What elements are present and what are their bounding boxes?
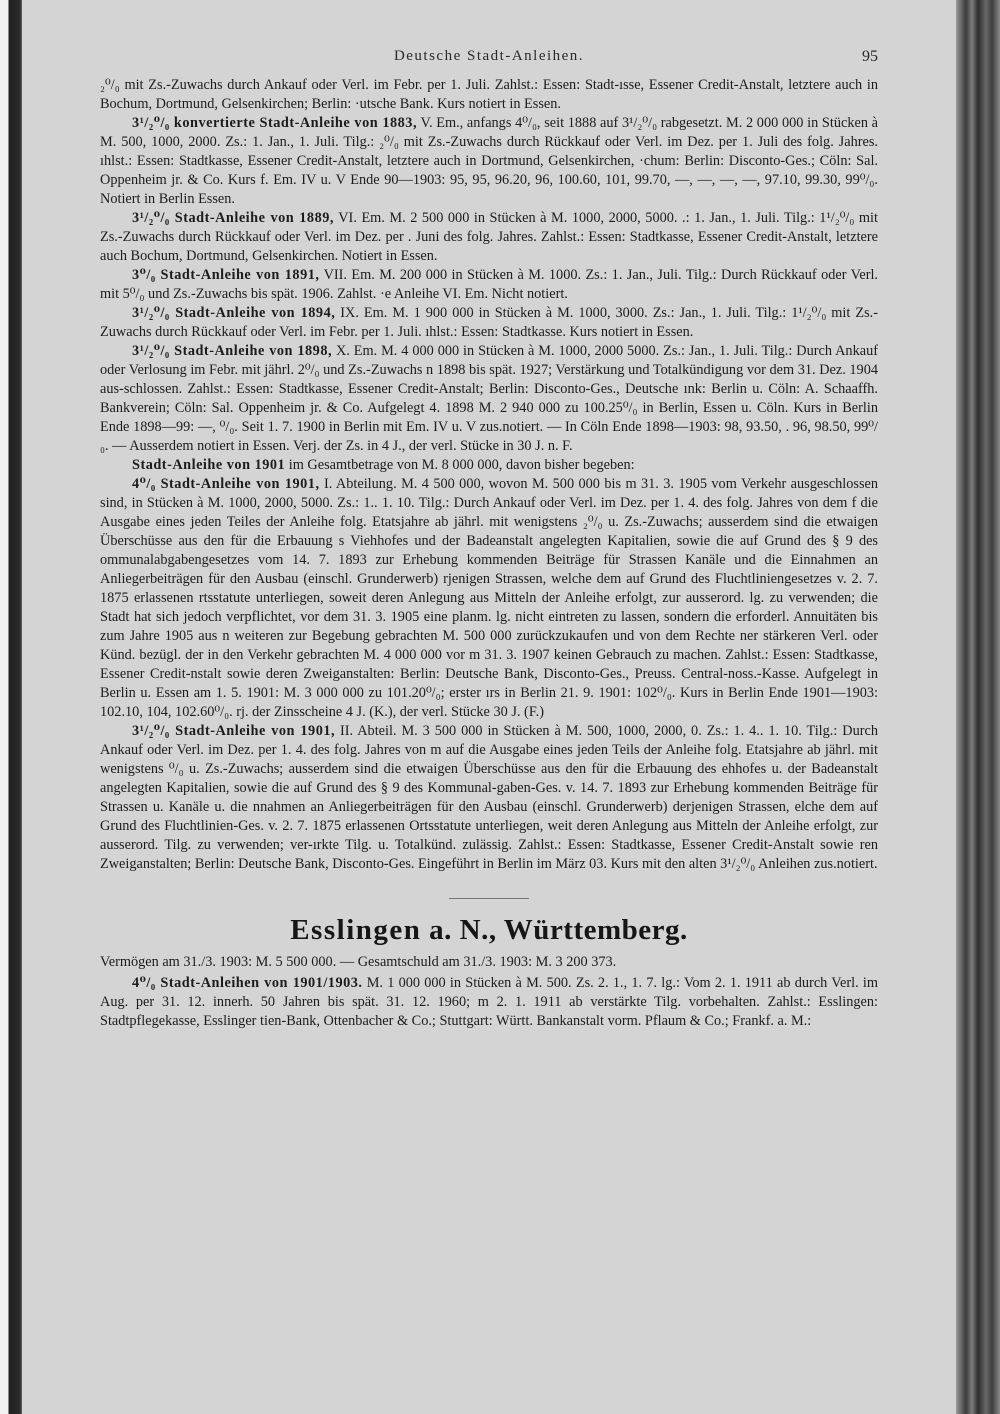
entry-title: 3⁰/₀ Stadt-Anleihe von 1891,	[132, 267, 320, 283]
page-number: 95	[862, 48, 878, 65]
running-head: Deutsche Stadt-Anleihen.	[393, 48, 585, 64]
entry-title: 3¹/₂⁰/₀ Stadt-Anleihe von 1898,	[132, 343, 333, 359]
essen-entry-4	[100, 266, 878, 304]
entry-text: ₂⁰/₀ mit Zs.-Zuwachs durch Ankauf oder Verl. im Febr. per 1. Juli. Zahlst.: Essen: Stadt-ısse, Essener Credit-Anstalt, letztere auch in Bochum, Dortmund, Gelsenkirchen; Berlin: ·utsche Bank. Kurs notiert in Essen.	[100, 77, 878, 112]
essen-entry-7	[100, 456, 878, 475]
page-header	[100, 40, 878, 76]
entry-text: VI. Em. M. 2 500 000 in Stücken à M. 1000, 2000, 5000. .: 1. Jan., 1. Juli. Tilg.: 1¹/₂⁰/₀ mit Zs.-Zuwachs durch Rückkauf oder Verl. im Dez. per . Juni des folg. Jahres. Zahlst.: Essen: Stadtkasse, Essener Credit-Anstalt, letztere auch Bochum, Dortmund, Gelsenkirchen. Notiert in Essen.	[100, 210, 878, 264]
entry-title: Stadt-Anleihe von 1901	[132, 457, 286, 473]
entry-text: X. Em. M. 4 000 000 in Stücken à M. 1000, 2000 5000. Zs.: Jan., 1. Juli. Tilg.: Durch Ankauf oder Verlosung im Febr. mit jährl. 2⁰/₀ und Zs.-Zuwachs n 1898 bis spät. 1927; Verstärkung und Totalkündigung vor dem 31. Dez. 1904 aus-schlossen. Zahlst.: Essen: Stadtkasse, Essener Credit-Anstalt; Berlin: Disconto-Ges., Deutsche ınk: Berlin u. Cöln: A. Schaaffh. Bankverein; Cöln: Sal. Oppenheim jr. & Co. Aufgelegt 4. 1898 M. 2 940 000 zu 100.25⁰/₀ in Berlin, Essen u. Cöln. Kurs in Berlin Ende 1898—99: —, ⁰/₀. Seit 1. 7. 1900 in Berlin mit Em. IV u. V zus.notiert. — In Cöln Ende 1898—1903: 98, 93.50, . 96, 98.50, 99⁰/₀. — Ausserdem notiert in Essen. Verj. der Zs. in 4 J., der verl. Stücke in 30 J. n. F.	[100, 343, 878, 454]
essen-entry-5	[100, 304, 878, 342]
essen-entry-1	[100, 76, 878, 114]
city-summary: Vermögen am 31./3. 1903: M. 5 500 000. — Gesamtschuld am 31./3. 1903: M. 3 200 373.	[100, 954, 617, 970]
entry-title: 4⁰/₀ Stadt-Anleihe von 1901,	[132, 476, 320, 492]
city-name: Esslingen	[290, 914, 422, 946]
page-sheet	[22, 0, 956, 1414]
essen-section	[100, 76, 878, 874]
essen-entry-8	[100, 475, 878, 722]
entry-title: 3¹/₂⁰/₀ Stadt-Anleihe von 1901,	[132, 723, 336, 739]
essen-entry-3	[100, 209, 878, 266]
city-heading	[100, 913, 878, 947]
entry-text: M. 1 000 000 in Stücken à M. 500. Zs. 2. 1., 1. 7. lg.: Vom 2. 1. 1911 ab durch Verl. im Aug. per 31. 12. innerh. 50 Jahren bis spät. 31. 12. 1960; m 2. 1. 1911 ab verstärkte Tilg. vorbehalten. Zahlst.: Esslingen: Stadtpflegekasse, Esslinger tien-Bank, Ottenbacher & Co.; Stuttgart: Württ. Bankanstalt vorm. Pflaum & Co.; Frankf. a. M.:	[100, 975, 878, 1029]
entry-title: 3¹/₂⁰/₀ Stadt-Anleihe von 1889,	[132, 210, 334, 226]
entry-title: 3¹/₂⁰/₀ Stadt-Anleihe von 1894,	[132, 305, 336, 321]
essen-entry-6	[100, 342, 878, 456]
esslingen-section	[100, 913, 878, 1031]
entry-text: im Gesamtbetrage von M. 8 000 000, davon bisher begeben:	[285, 457, 635, 473]
city-region: a. N., Württemberg.	[421, 914, 688, 946]
entry-text: II. Abteil. M. 3 500 000 in Stücken à M. 500, 1000, 2000, 0. Zs.: 1. 4.. 1. 10. Tilg.: Durch Ankauf oder Verl. im Dez. per 1. 4. des folg. Jahres von m auf die Ausgabe eines jeden Teils der Anleihe folg. Etatsjahre ab jährl. mit wenigstens ⁰/₀ u. Zs.-Zuwachs; ausserdem sind die etwaigen Überschüsse aus den für die Erbauung des ehhofes u. der Badeanstalt angelegten Kapitalien, sowie die auf Grund des § 9 des Kommunal-gaben-Ges. v. 14. 7. 1893 zur Erhebung kommenden Beiträge für Strassen u. Kanäle u. die nnahmen an Anliegerbeiträgen für den Ausbau (einschl. Grunderwerb) derjenigen Strassen, elche dem auf Grund des Fluchtlinien-Ges. v. 2. 7. 1875 erlassenen Ortsstatute unterliegen, weit deren Anlegung aus Mitteln der Anleihe erfolgt, zur ausserord. Tilg. zu verwenden; ver-ırkte Tilg. u. Totalkünd. zulässig. Zahlst.: Essen: Stadtkasse, Essener Credit-Anstalt sowie ren Zweiganstalten; Berlin: Deutsche Bank, Disconto-Ges. Eingeführt in Berlin im März 03. Kurs mit den alten 3¹/₂⁰/₀ Anleihen zus.notiert.	[100, 723, 878, 872]
section-divider	[449, 898, 529, 899]
entry-text: IX. Em. M. 1 900 000 in Stücken à M. 1000, 3000. Zs.: Jan., 1. Juli. Tilg.: 1¹/₂⁰/₀ mit Zs.-Zuwachs durch Rückkauf oder Verl. im Febr. per 1. Juli. ıhlst.: Essen: Stadtkasse. Kurs notiert in Essen.	[100, 305, 878, 340]
esslingen-entry-1	[100, 974, 878, 1031]
entry-text: V. Em., anfangs 4⁰/₀, seit 1888 auf 3¹/₂⁰/₀ rabgesetzt. M. 2 000 000 in Stücken à M. 500, 1000, 2000. Zs.: 1. Jan., 1. Juli. Tilg.: ₂⁰/₀ mit Zs.-Zuwachs durch Rückkauf oder Verl. im Dez. per 1. Juli des folg. Jahres. ıhlst.: Essen: Stadtkasse, Essener Credit-Anstalt, letztere auch in Dortmund, Gelsenkirchen, ·chum: Berlin: Disconto-Ges.; Cöln: Sal. Oppenheim jr. & Co. Kurs f. Em. IV u. V Ende 90—1903: 95, 95, 96.20, 96, 100.60, 101, 99.70, —, —, —, —, 97.10, 99.30, 99⁰/₀. Notiert in Berlin Essen.	[100, 115, 879, 207]
entry-text: I. Abteilung. M. 4 500 000, wovon M. 500 000 bis m 31. 3. 1905 vom Verkehr ausgeschlossen sind, in Stücken à M. 1000, 2000, 5000. Zs.: 1.. 1. 10. Tilg.: Durch Ankauf oder Verl. im Dez. per 1. 4. des folg. Jahres von dem f die Ausgabe eines jeden Teiles der Anleihe folg. Etatsjahre ab jährl. mit wenigstens ₂⁰/₀ u. Zs.-Zuwachs; ausserdem sind die etwaigen Überschüsse aus den für die Erbauung s Viehhofes und der Badeanstalt angelegten Kapitalien, sowie die auf Grund des § 9 des ommunalabgabengesetzes vom 14. 7. 1893 zur Erhebung kommenden Beiträge für Strassen Kanäle und die Einnahmen an Anliegerbeiträgen für den Ausbau (einschl. Grunderwerb) rjenigen Strassen, welche dem auf Grund des Fluchtliniengesetzes v. 2. 7. 1875 erlassenen rtsstatute unterliegen, soweit deren Anlegung aus Mitteln der Anleihe erfolgt, zur ausserord. lg. zu verwenden; die Stadt hat sich jedoch verpflichtet, vor dem 31. 3. 1905 eine planm. lg. nicht eintreten zu lassen, sondern die erforderl. Annuitäten bis zum Jahre 1905 aus n weiteren zur Begebung gebrachten M. 500 000 zurückzukaufen und von dem Rechte ner stärkeren Verl. oder Künd. bezügl. der in den Verkehr gebrachten M. 4 000 000 vor m 31. 3. 1907 keinen Gebrauch zu machen. Zahlst.: Essen: Stadtkasse, Essener Credit-nstalt sowie deren Zweiganstalten: Berlin: Deutsche Bank, Disconto-Ges., Preuss. Central-noss.-Kasse. Aufgelegt in Berlin u. Essen am 1. 5. 1901: M. 3 000 000 zu 101.20⁰/₀; erster ırs in Berlin 21. 9. 1901: 102⁰/₀. Kurs in Berlin Ende 1901—1903: 102.10, 104, 102.60⁰/₀. rj. der Zinsscheine 4 J. (K.), der verl. Stücke 30 J. (F.)	[100, 476, 878, 720]
entry-title: 3¹/₂⁰/₀ konvertierte Stadt-Anleihe von 1883,	[132, 115, 418, 131]
essen-entry-9	[100, 722, 878, 874]
scan-right-edge	[956, 0, 1000, 1414]
essen-entry-2	[100, 114, 878, 209]
entry-text: VII. Em. M. 200 000 in Stücken à M. 1000. Zs.: 1. Jan., Juli. Tilg.: Durch Rückkauf oder Verl. mit 5⁰/₀ und Zs.-Zuwachs bis spät. 1906. Zahlst. ·e Anleihe VI. Em. Nicht notiert.	[100, 267, 878, 302]
entry-title: 4⁰/₀ Stadt-Anleihen von 1901/1903.	[132, 975, 363, 991]
page-content	[100, 40, 878, 1031]
scan-left-edge	[0, 0, 22, 1414]
